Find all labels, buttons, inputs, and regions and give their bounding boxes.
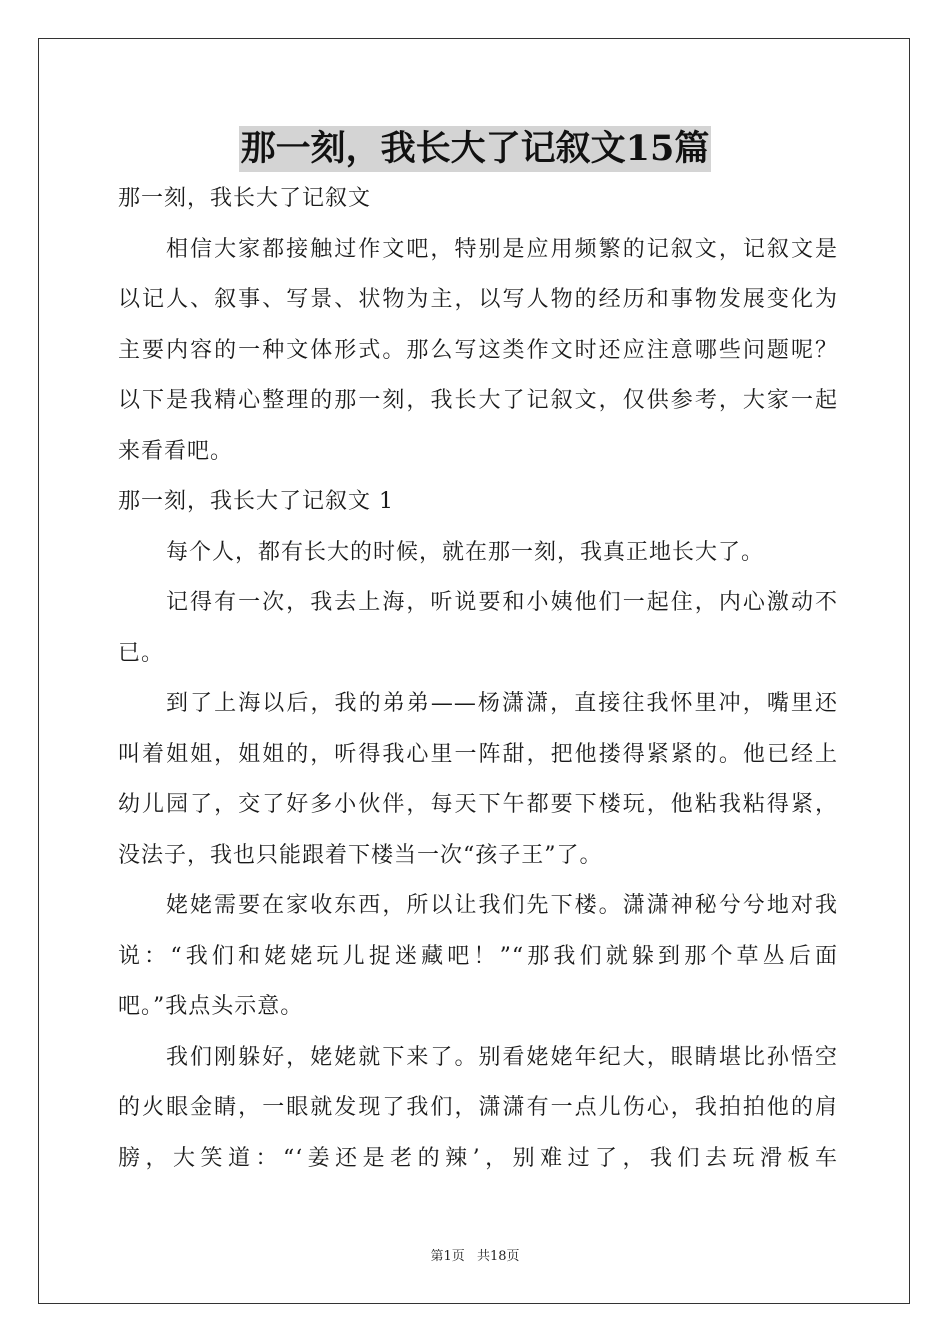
text-line: 到了上海以后，我的弟弟——杨潇潇，直接往我怀里冲，嘴里还 bbox=[166, 691, 838, 716]
text-line: 姥姥需要在家收东西，所以让我们先下楼。潇潇神秘兮兮地对我 bbox=[166, 893, 838, 918]
document-title: 那一刻，我长大了记叙文15篇 bbox=[239, 126, 712, 172]
text-line: 我们刚躲好，姥姥就下来了。别看姥姥年纪大，眼睛堪比孙悟空 bbox=[166, 1044, 838, 1070]
page-number: 第1页 bbox=[430, 1249, 465, 1264]
text-line: 那一刻，我长大了记叙文 1 bbox=[118, 489, 394, 514]
text-line: 已。 bbox=[118, 640, 165, 666]
page-total: 共18页 bbox=[476, 1249, 520, 1264]
page-footer bbox=[0, 1245, 950, 1264]
text-line: 那一刻，我长大了记叙文 bbox=[118, 186, 372, 211]
text-line: 每个人，都有长大的时候，就在那一刻，我真正地长大了。 bbox=[166, 539, 765, 565]
text-line: 以下是我精心整理的那一刻，我长大了记叙文，仅供参考，大家一起 bbox=[118, 388, 838, 413]
text-line: 主要内容的一种文体形式。那么写这类作文时还应注意哪些问题呢？ bbox=[118, 337, 838, 363]
text-line: 叫着姐姐，姐姐的，听得我心里一阵甜，把他搂得紧紧的。他已经上 bbox=[118, 741, 838, 767]
text-line: 记得有一次，我去上海，听说要和小姨他们一起住，内心激动不 bbox=[166, 590, 838, 615]
text-line: 来看看吧。 bbox=[118, 438, 234, 464]
document-body bbox=[118, 174, 838, 1184]
text-line: 幼儿园了，交了好多小伙伴，每天下午都要下楼玩，他粘我粘得紧， bbox=[118, 792, 838, 817]
text-line: 说：“我们和姥姥玩儿捉迷藏吧！”“那我们就躲到那个草丛后面 bbox=[118, 943, 838, 969]
text-line: 没法子，我也只能跟着下楼当一次“孩子王”了。 bbox=[118, 842, 603, 868]
text-line: 吧。”我点头示意。 bbox=[118, 994, 304, 1019]
text-line: 膀，大笑道：“‘姜还是老的辣’，别难过了，我们去玩滑板车 bbox=[118, 1145, 838, 1171]
title-area bbox=[0, 126, 950, 172]
text-line: 相信大家都接触过作文吧，特别是应用频繁的记叙文，记叙文是 bbox=[166, 236, 838, 262]
text-line: 的火眼金睛，一眼就发现了我们，潇潇有一点儿伤心，我拍拍他的肩 bbox=[118, 1095, 838, 1120]
text-line: 以记人、叙事、写景、状物为主，以写人物的经历和事物发展变化为 bbox=[118, 287, 838, 312]
